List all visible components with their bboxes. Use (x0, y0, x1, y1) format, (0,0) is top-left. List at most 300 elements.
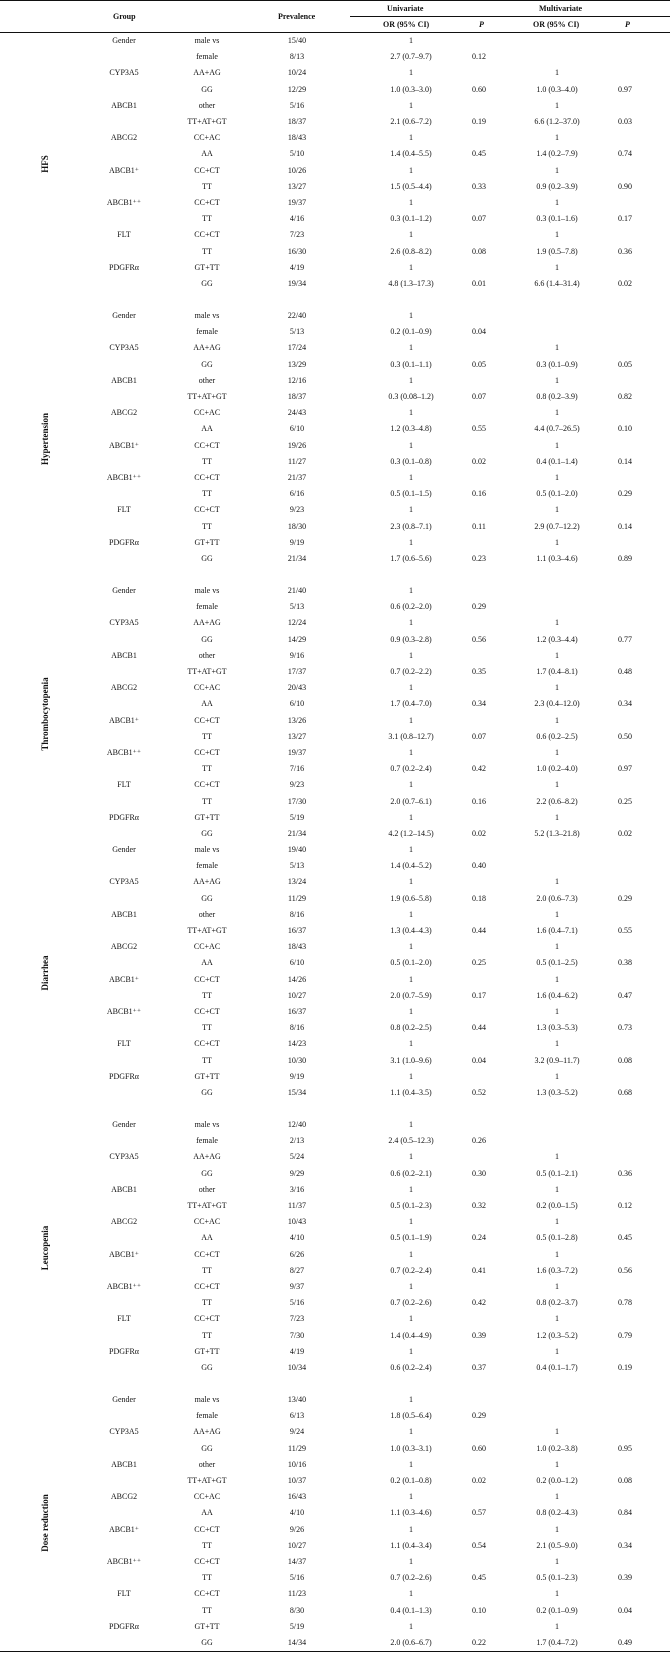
uni-or-cell: 1.8 (0.5–6.4) (390, 1411, 432, 1421)
prevalence-cell: 12/16 (287, 375, 307, 385)
multi-or-cell: 1 (555, 505, 559, 515)
table-row (0, 1620, 670, 1636)
table-row (0, 1231, 670, 1247)
multi-or-cell: 1 (555, 1557, 559, 1566)
gene-cell: ABCG2 (110, 942, 138, 952)
uni-or-cell: 0.3 (0.08–1.2) (388, 392, 434, 401)
table-row (0, 1329, 670, 1345)
header-uni-p: P (479, 20, 484, 29)
uni-p-cell: 0.60 (472, 84, 486, 94)
uni-or-cell: 1 (409, 812, 413, 822)
table-row (0, 649, 670, 665)
multi-p-cell: 0.73 (618, 1023, 632, 1033)
section (0, 309, 670, 568)
prevalence-cell: 8/16 (289, 1023, 305, 1033)
uni-or-cell: 1.7 (0.6–5.6) (390, 554, 432, 563)
table-row (0, 83, 670, 99)
prevalence-cell: 4/10 (289, 1508, 305, 1518)
genotype-cell: CC+CT (194, 715, 220, 725)
genotype-cell: GT+TT (194, 537, 220, 547)
uni-p-cell: 0.07 (472, 214, 486, 224)
multi-p-cell: 0.50 (618, 731, 632, 741)
table-row (0, 487, 670, 503)
table-row (0, 795, 670, 811)
genotype-cell: TT+AT+GT (187, 667, 227, 676)
prevalence-cell: 14/34 (287, 1638, 307, 1647)
genotype-cell: other (198, 1184, 216, 1194)
genotype-cell: AA (201, 149, 213, 159)
genotype-cell: CC+CT (194, 780, 220, 790)
table-row (0, 665, 670, 681)
gene-cell: ABCG2 (110, 408, 138, 418)
uni-or-cell: 0.7 (0.2–2.2) (390, 667, 432, 676)
multi-p-cell: 0.55 (618, 926, 632, 935)
multi-or-cell: 1 (555, 1459, 559, 1469)
gene-cell: PDGFRα (109, 262, 139, 272)
multi-or-cell: 6.6 (1.2–37.0) (534, 117, 580, 126)
prevalence-cell: 8/27 (289, 1265, 305, 1275)
uni-or-cell: 0.2 (0.1–0.8) (390, 1476, 432, 1485)
prevalence-cell: 8/30 (289, 1605, 305, 1615)
multi-or-cell: 1 (555, 165, 559, 175)
table-row (0, 439, 670, 455)
multi-or-cell: 0.5 (0.1–2.8) (536, 1233, 578, 1243)
uni-or-cell: 1 (409, 68, 413, 78)
multi-or-cell: 1 (555, 974, 559, 984)
gene-cell: Gender (112, 586, 136, 595)
genotype-cell: GT+TT (194, 1346, 220, 1356)
multi-or-cell: 1 (555, 1152, 559, 1162)
uni-or-cell: 1.1 (0.4–3.4) (390, 1540, 432, 1550)
table-row (0, 1458, 670, 1474)
uni-or-cell: 1 (409, 343, 413, 353)
multi-or-cell: 1 (555, 780, 559, 790)
multi-or-cell: 1.2 (0.3–4.4) (536, 634, 578, 644)
table-row (0, 471, 670, 487)
prevalence-cell: 6/16 (289, 489, 305, 499)
uni-p-cell: 0.39 (472, 1330, 486, 1340)
gene-cell: ABCB1 (111, 650, 137, 660)
genotype-cell: TT (202, 489, 212, 499)
gene-cell: CYP3A5 (109, 68, 139, 78)
section-label-text: Hypertension (40, 412, 50, 465)
multi-or-cell: 0.5 (0.1–2.5) (536, 958, 578, 968)
multi-or-cell: 2.2 (0.6–8.2) (536, 796, 578, 806)
prevalence-cell: 10/37 (287, 1476, 307, 1485)
prevalence-cell: 4/19 (289, 1346, 305, 1356)
genotype-cell: CC+AC (193, 942, 221, 952)
multi-p-cell: 0.34 (618, 699, 632, 709)
uni-p-cell: 0.11 (472, 521, 486, 531)
table-row (0, 374, 670, 390)
prevalence-cell: 4/16 (289, 214, 305, 224)
prevalence-cell: 18/30 (287, 521, 307, 531)
table-row (0, 1409, 670, 1425)
prevalence-cell: 9/23 (289, 780, 305, 790)
uni-or-cell: 1.0 (0.3–3.1) (390, 1443, 432, 1453)
uni-p-cell: 0.16 (472, 796, 486, 806)
prevalence-cell: 5/24 (289, 1152, 305, 1162)
header-mid-rule (350, 16, 670, 17)
multi-or-cell: 0.2 (0.0–1.5) (536, 1201, 578, 1210)
multi-or-cell: 1 (555, 262, 559, 272)
multi-or-cell: 1 (555, 1039, 559, 1049)
multi-or-cell: 1 (555, 1217, 559, 1227)
gene-cell: ABCB1⁺ (108, 974, 140, 984)
genotype-cell: CC+CT (194, 1282, 220, 1291)
uni-or-cell: 2.6 (0.8–8.2) (390, 246, 432, 256)
genotype-cell: TT+AT+GT (187, 1201, 227, 1210)
uni-or-cell: 0.2 (0.1–0.9) (390, 327, 432, 337)
genotype-cell: TT (202, 1055, 212, 1065)
multi-p-cell: 0.77 (618, 634, 632, 644)
uni-or-cell: 1 (409, 780, 413, 790)
uni-p-cell: 0.44 (472, 1023, 486, 1033)
genotype-cell: CC+AC (193, 133, 221, 143)
uni-or-cell: 1 (409, 909, 413, 919)
table-row (0, 1005, 670, 1021)
uni-or-cell: 1 (409, 1395, 413, 1404)
prevalence-cell: 24/43 (287, 408, 307, 418)
prevalence-cell: 8/16 (289, 909, 305, 919)
uni-or-cell: 2.4 (0.5–12.3) (388, 1136, 434, 1146)
table-row (0, 827, 670, 843)
gene-cell: ABCB1⁺ (108, 715, 140, 725)
prevalence-cell: 11/29 (288, 1443, 306, 1453)
section-label-text: Leucopenia (40, 1225, 50, 1270)
uni-or-cell: 1.2 (0.3–4.8) (390, 424, 432, 434)
genotype-cell: CC+CT (194, 473, 220, 482)
table-row (0, 1571, 670, 1587)
uni-or-cell: 0.6 (0.2–2.0) (390, 602, 432, 612)
prevalence-cell: 5/19 (289, 1621, 305, 1631)
table-row (0, 115, 670, 131)
table-row (0, 1118, 670, 1134)
prevalence-cell: 11/23 (288, 1589, 306, 1599)
table-row (0, 600, 670, 616)
table-row (0, 1587, 670, 1603)
uni-or-cell: 2.7 (0.7–9.7) (390, 52, 432, 62)
uni-or-cell: 0.5 (0.1–2.3) (390, 1201, 432, 1210)
uni-p-cell: 0.30 (472, 1168, 486, 1178)
multi-p-cell: 0.89 (618, 554, 632, 563)
prevalence-cell: 6/13 (289, 1411, 305, 1421)
multi-or-cell: 1 (555, 133, 559, 143)
multi-or-cell: 1 (555, 1007, 559, 1016)
table-row (0, 50, 670, 66)
multi-or-cell: 1.9 (0.5–7.8) (536, 246, 578, 256)
uni-or-cell: 1.4 (0.4–4.9) (390, 1330, 432, 1340)
uni-or-cell: 1 (409, 165, 413, 175)
prevalence-cell: 19/40 (287, 845, 307, 854)
uni-p-cell: 0.25 (472, 958, 486, 968)
multi-or-cell: 0.5 (0.1–2.1) (536, 1168, 578, 1178)
uni-or-cell: 1 (409, 715, 413, 725)
uni-or-cell: 1.4 (0.4–5.5) (390, 149, 432, 159)
multi-p-cell: 0.97 (618, 84, 632, 94)
genotype-cell: GT+TT (194, 812, 220, 822)
table-row (0, 131, 670, 147)
multi-or-cell: 1 (555, 100, 559, 110)
genotype-cell: AA (201, 1233, 213, 1243)
table-row (0, 147, 670, 163)
table-row (0, 277, 670, 293)
uni-p-cell: 0.40 (472, 861, 486, 871)
uni-or-cell: 1 (409, 1282, 413, 1291)
table-row (0, 1490, 670, 1506)
table-row (0, 1134, 670, 1150)
multi-p-cell: 0.49 (618, 1638, 632, 1647)
table-row (0, 1183, 670, 1199)
prevalence-cell: 8/13 (289, 52, 305, 62)
genotype-cell: CC+AC (193, 683, 221, 693)
prevalence-cell: 21/40 (287, 586, 307, 595)
multi-or-cell: 1.6 (0.3–7.2) (536, 1265, 578, 1275)
multi-or-cell: 2.9 (0.7–12.2) (534, 521, 580, 531)
prevalence-cell: 12/40 (287, 1120, 307, 1129)
multi-or-cell: 1 (555, 1249, 559, 1259)
table-row (0, 762, 670, 778)
multi-p-cell: 0.48 (618, 667, 632, 676)
prevalence-cell: 15/34 (287, 1088, 307, 1097)
genotype-cell: CC+CT (194, 230, 220, 240)
uni-or-cell: 1 (409, 230, 413, 240)
multi-or-cell: 1.1 (0.3–4.6) (536, 554, 578, 563)
uni-or-cell: 2.0 (0.6–6.7) (390, 1638, 432, 1647)
table-row (0, 1604, 670, 1620)
header-prevalence: Prevalence (278, 12, 316, 21)
prevalence-cell: 10/34 (287, 1363, 307, 1372)
uni-or-cell: 1 (409, 1524, 413, 1534)
genotype-cell: male vs (194, 1395, 220, 1404)
multi-p-cell: 0.08 (618, 1055, 632, 1065)
table-row (0, 714, 670, 730)
prevalence-cell: 9/37 (289, 1282, 305, 1291)
uni-p-cell: 0.55 (472, 424, 486, 434)
multi-or-cell: 1 (555, 909, 559, 919)
prevalence-cell: 19/37 (287, 198, 307, 207)
uni-p-cell: 0.23 (472, 554, 486, 563)
multi-p-cell: 0.02 (618, 829, 632, 838)
uni-p-cell: 0.17 (472, 990, 486, 1000)
uni-p-cell: 0.24 (472, 1233, 486, 1243)
prevalence-cell: 10/26 (287, 165, 307, 175)
gene-cell: ABCG2 (110, 1217, 138, 1227)
prevalence-cell: 17/30 (287, 796, 307, 806)
multi-or-cell: 1 (555, 1184, 559, 1194)
uni-or-cell: 1 (409, 1557, 413, 1566)
multi-or-cell: 0.4 (0.1–1.7) (536, 1363, 578, 1372)
section (0, 584, 670, 843)
multi-or-cell: 1.0 (0.2–3.8) (536, 1443, 578, 1453)
table-row (0, 1054, 670, 1070)
prevalence-cell: 2/13 (289, 1136, 305, 1146)
uni-p-cell: 0.12 (472, 52, 486, 62)
gene-cell: FLT (117, 1589, 131, 1599)
genotype-cell: AA+AG (193, 877, 221, 887)
multi-p-cell: 0.36 (618, 246, 632, 256)
uni-or-cell: 1.9 (0.6–5.8) (390, 893, 432, 903)
genotype-cell: CC+CT (194, 440, 220, 450)
multi-p-cell: 0.02 (618, 279, 632, 288)
uni-or-cell: 3.1 (0.8–12.7) (388, 731, 434, 741)
prevalence-cell: 13/24 (287, 877, 307, 887)
header-univariate: Univariate (387, 4, 424, 13)
genotype-cell: male vs (194, 36, 220, 45)
uni-p-cell: 0.41 (472, 1265, 486, 1275)
genotype-cell: TT+AT+GT (187, 392, 227, 401)
multi-p-cell: 0.08 (618, 1476, 632, 1485)
table-row (0, 584, 670, 600)
genotype-cell: female (196, 602, 218, 612)
multi-p-cell: 0.45 (618, 1233, 632, 1243)
multi-or-cell: 1 (555, 683, 559, 693)
table-row (0, 1167, 670, 1183)
multi-p-cell: 0.47 (618, 990, 632, 1000)
table-row (0, 956, 670, 972)
prevalence-cell: 16/30 (287, 246, 307, 256)
genotype-cell: male vs (194, 845, 220, 854)
section-label-text: Diarrhea (40, 955, 50, 990)
prevalence-cell: 17/24 (287, 343, 307, 353)
multi-or-cell: 1.7 (0.4–7.2) (536, 1638, 578, 1647)
prevalence-cell: 7/16 (289, 764, 305, 774)
prevalence-cell: 10/43 (287, 1217, 307, 1227)
uni-or-cell: 1 (409, 311, 413, 320)
uni-or-cell: 1 (409, 537, 413, 547)
table-row (0, 520, 670, 536)
prevalence-cell: 19/26 (287, 440, 307, 450)
genotype-cell: AA+AG (193, 68, 221, 78)
uni-p-cell: 0.45 (472, 149, 486, 159)
uni-or-cell: 1 (409, 1314, 413, 1324)
table-row (0, 908, 670, 924)
table-row (0, 989, 670, 1005)
multi-p-cell: 0.12 (618, 1201, 632, 1210)
uni-p-cell: 0.18 (472, 893, 486, 903)
multi-p-cell: 0.97 (618, 764, 632, 774)
prevalence-cell: 17/37 (287, 667, 307, 676)
multi-p-cell: 0.39 (618, 1573, 632, 1583)
multi-or-cell: 1.0 (0.2–4.0) (536, 764, 578, 774)
prevalence-cell: 5/19 (289, 812, 305, 822)
gene-cell: PDGFRα (109, 537, 139, 547)
table-row (0, 697, 670, 713)
prevalence-cell: 15/40 (287, 36, 307, 45)
uni-or-cell: 4.8 (1.3–17.3) (388, 279, 434, 288)
uni-or-cell: 1 (409, 133, 413, 143)
uni-or-cell: 1 (409, 1346, 413, 1356)
uni-or-cell: 1 (409, 618, 413, 628)
genotype-cell: TT (202, 181, 212, 191)
genotype-cell: TT (202, 990, 212, 1000)
genotype-cell: AA (201, 699, 213, 709)
prevalence-cell: 13/29 (287, 359, 307, 369)
gene-cell: Gender (112, 36, 136, 45)
prevalence-cell: 14/26 (287, 974, 307, 984)
genotype-cell: TT (202, 1330, 212, 1340)
genotype-cell: TT (202, 764, 212, 774)
multi-or-cell: 1.7 (0.4–8.1) (536, 667, 578, 676)
genotype-cell: TT+AT+GT (187, 1476, 227, 1485)
prevalence-cell: 19/37 (287, 748, 307, 757)
multi-or-cell: 0.3 (0.1–0.9) (536, 359, 578, 369)
gene-cell: CYP3A5 (109, 1427, 139, 1437)
prevalence-cell: 9/24 (289, 1427, 305, 1437)
gene-cell: ABCB1⁺ (108, 440, 140, 450)
table-row (0, 1070, 670, 1086)
gene-cell: FLT (117, 1039, 131, 1049)
genotype-cell: AA+AG (193, 1427, 221, 1437)
prevalence-cell: 18/37 (287, 392, 307, 401)
genotype-cell: GG (201, 829, 213, 838)
uni-or-cell: 3.1 (1.0–9.6) (390, 1055, 432, 1065)
gene-cell: Gender (112, 311, 136, 320)
multi-or-cell: 0.8 (0.2–4.3) (536, 1508, 578, 1518)
genotype-cell: CC+AC (193, 408, 221, 418)
prevalence-cell: 10/30 (287, 1055, 307, 1065)
gene-cell: ABCB1⁺ (108, 1249, 140, 1259)
prevalence-cell: 14/37 (287, 1557, 307, 1566)
multi-or-cell: 1 (555, 715, 559, 725)
uni-or-cell: 1 (409, 974, 413, 984)
uni-or-cell: 1 (409, 1184, 413, 1194)
table-row (0, 325, 670, 341)
uni-or-cell: 1 (409, 1071, 413, 1081)
header-multi-p: P (625, 20, 630, 29)
table-row (0, 341, 670, 357)
table-row (0, 1425, 670, 1441)
genotype-cell: male vs (194, 586, 220, 595)
table-row (0, 730, 670, 746)
multi-p-cell: 0.04 (618, 1605, 632, 1615)
multi-or-cell: 1.6 (0.4–6.2) (536, 990, 578, 1000)
multi-or-cell: 3.2 (0.9–11.7) (534, 1055, 580, 1065)
uni-p-cell: 0.29 (472, 602, 486, 612)
table-row (0, 1539, 670, 1555)
uni-p-cell: 0.42 (472, 1298, 486, 1308)
uni-or-cell: 0.5 (0.1–2.0) (390, 958, 432, 968)
multi-or-cell: 1 (555, 650, 559, 660)
uni-or-cell: 0.5 (0.1–1.9) (390, 1233, 432, 1243)
gene-cell: FLT (117, 230, 131, 240)
uni-or-cell: 1 (409, 748, 413, 757)
multi-or-cell: 0.2 (0.1–0.9) (536, 1605, 578, 1615)
genotype-cell: female (196, 327, 218, 337)
gene-cell: FLT (117, 505, 131, 515)
uni-or-cell: 1.0 (0.3–3.0) (390, 84, 432, 94)
genotype-cell: female (196, 1136, 218, 1146)
gene-cell: ABCG2 (110, 683, 138, 693)
gene-cell: ABCB1⁺⁺ (106, 748, 142, 757)
genotype-cell: TT (202, 1023, 212, 1033)
genotype-cell: other (198, 909, 216, 919)
table-row (0, 422, 670, 438)
multi-or-cell: 1 (555, 198, 559, 207)
multi-p-cell: 0.34 (618, 1540, 632, 1550)
multi-or-cell: 1 (555, 375, 559, 385)
table-row (0, 552, 670, 568)
uni-p-cell: 0.22 (472, 1638, 486, 1647)
multi-or-cell: 1 (555, 812, 559, 822)
uni-p-cell: 0.19 (472, 117, 486, 126)
genotype-cell: male vs (194, 311, 220, 320)
gene-cell: CYP3A5 (109, 618, 139, 628)
multi-p-cell: 0.14 (618, 456, 632, 466)
uni-p-cell: 0.33 (472, 181, 486, 191)
table-row (0, 616, 670, 632)
genotype-cell: CC+CT (194, 165, 220, 175)
